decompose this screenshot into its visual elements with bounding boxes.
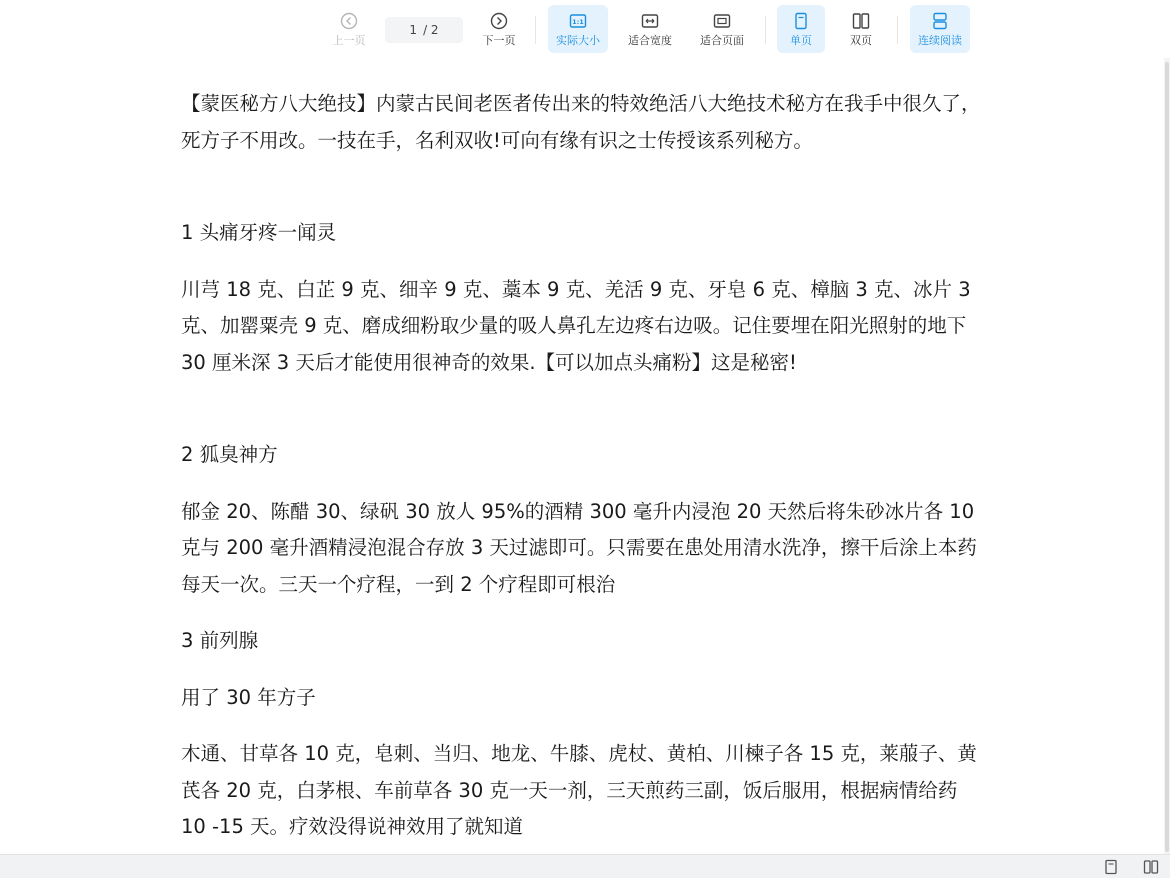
chevron-left-circle-icon xyxy=(340,12,358,30)
document-viewport[interactable] xyxy=(0,58,1170,854)
next-page-label: 下一页 xyxy=(482,34,516,47)
page-number-field[interactable] xyxy=(385,17,463,43)
section-heading: 1 头痛牙疼一闻灵 xyxy=(181,221,337,244)
subheading: 用了 30 年方子 xyxy=(181,685,316,709)
continuous-reading-button[interactable] xyxy=(910,5,970,53)
fit-page-button[interactable] xyxy=(692,5,752,53)
continuous-reading-icon xyxy=(931,12,949,30)
recipe-paragraph: 郁金 20、陈醋 30、绿矾 30 放人 95%的酒精 300 毫升内浸泡 20 天然后将朱砂冰片各 10 克与 200 毫升酒精浸泡混合存放 3 天过滤即可。只需要在患处用清水洗净，擦干后涂上本药每天一次。三天一个疗程，一到 2 个疗程即可根治 xyxy=(181,499,977,596)
section-heading: 2 狐臭神方 xyxy=(181,443,278,466)
continuous-reading-label: 连续阅读 xyxy=(918,34,962,47)
fit-page-label: 适合页面 xyxy=(700,34,744,47)
fit-page-icon xyxy=(713,12,731,30)
fit-width-icon xyxy=(641,12,659,30)
toolbar-divider xyxy=(765,16,766,44)
single-page-icon[interactable] xyxy=(1103,859,1119,875)
prev-page-label: 上一页 xyxy=(332,34,366,47)
svg-text:1:1: 1:1 xyxy=(572,17,584,26)
single-page-button[interactable] xyxy=(777,5,825,53)
double-page-icon xyxy=(852,12,870,30)
single-page-icon xyxy=(792,12,810,30)
scrollbar-thumb[interactable] xyxy=(1165,62,1169,852)
fit-width-label: 适合宽度 xyxy=(628,34,672,47)
recipe-paragraph: 川芎 18 克、白芷 9 克、细辛 9 克、藁本 9 克、羌活 9 克、牙皂 6 克、樟脑 3 克、冰片 3 克、加罂粟壳 9 克、磨成细粉取少量的吸人鼻孔左边疼右边吸。记住要埋在阳光照射的地下 30 厘米深 3 天后才能使用很神奇的效果.【可以加点头痛粉】这是秘密! xyxy=(181,277,971,374)
chevron-right-circle-icon xyxy=(490,12,508,30)
actual-size-icon xyxy=(569,12,587,30)
double-page-icon[interactable] xyxy=(1143,859,1159,875)
toolbar xyxy=(0,0,1170,58)
actual-size-label: 实际大小 xyxy=(556,34,600,47)
status-bar xyxy=(0,854,1170,878)
double-page-button[interactable] xyxy=(837,5,885,53)
intro-paragraph: 【蒙医秘方八大绝技】内蒙古民间老医者传出来的特效绝活八大绝技术秘方在我手中很久了，死方子不用改。一技在手，名利双收!可向有缘有识之士传授该系列秘方。 xyxy=(181,92,981,152)
single-page-label: 单页 xyxy=(790,34,812,47)
document-page xyxy=(181,86,981,846)
recipe-paragraph: 木通、甘草各 10 克，皂刺、当归、地龙、牛膝、虎杖、黄柏、川楝子各 15 克，莱菔子、黄芪各 20 克，白茅根、车前草各 30 克一天一剂，三天煎药三副，饭后服用，根据病情给药 10 -15 天。疗效没得说神效用了就知道 xyxy=(181,742,977,838)
fit-width-button[interactable] xyxy=(620,5,680,53)
double-page-label: 双页 xyxy=(850,34,872,47)
toolbar-divider xyxy=(897,16,898,44)
actual-size-button[interactable] xyxy=(548,5,608,53)
total-pages: / 2 xyxy=(423,23,439,37)
next-page-button[interactable] xyxy=(476,5,522,53)
current-page: 1 xyxy=(409,23,418,37)
toolbar-divider xyxy=(535,16,536,44)
section-heading: 3 前列腺 xyxy=(181,629,259,652)
prev-page-button[interactable] xyxy=(326,5,372,53)
